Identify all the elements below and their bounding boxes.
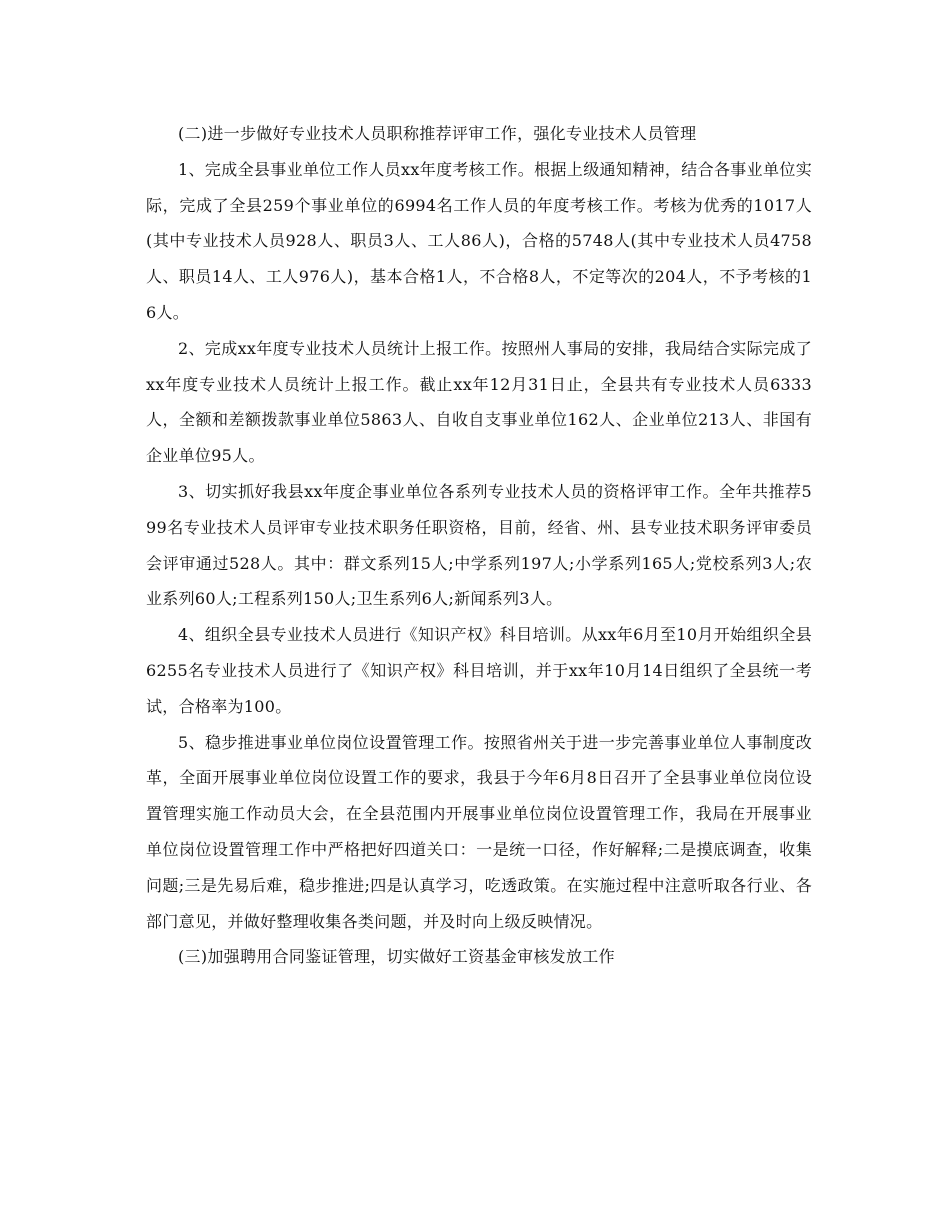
document-body [146, 116, 812, 975]
paragraph-post-setting: 5、稳步推进事业单位岗位设置管理工作。按照省州关于进一步完善事业单位人事制度改革，全面开展事业单位岗位设置工作的要求，我县于今年6月8日召开了全县事业单位岗位设置管理实施工作动员大会，在全县范围内开展事业单位岗位设置管理工作，我局在开展事业单位岗位设置管理工作中严格把好四道关口：一是统一口径，作好解释;二是摸底调查，收集问题;三是先易后难，稳步推进;四是认真学习，吃透政策。在实施过程中注意听取各行业、各部门意见，并做好整理收集各类问题，并及时向上级反映情况。 [146, 732, 812, 931]
section-heading-3: (三)加强聘用合同鉴证管理，切实做好工资基金审核发放工作 [178, 947, 615, 967]
paragraph-ip-training: 4、组织全县专业技术人员进行《知识产权》科目培训。从xx年6月至10月开始组织全县6255名专业技术人员进行了《知识产权》科目培训，并于xx年10月14日组织了全县统一考试，合格率为100。 [146, 625, 812, 716]
section-heading-2: (二)进一步做好专业技术人员职称推荐评审工作，强化专业技术人员管理 [178, 124, 697, 143]
paragraph-qualification-review: 3、切实抓好我县xx年度企事业单位各系列专业技术人员的资格评审工作。全年共推荐599名专业技术人员评审专业技术职务任职资格，目前，经省、州、县专业技术职务评审委员会评审通过528人。其中：群文系列15人;中学系列197人;小学系列165人;党校系列3人;农业系列60人;工程系列150人;卫生系列6人;新闻系列3人。 [146, 481, 812, 609]
paragraph-annual-assessment: 1、完成全县事业单位工作人员xx年度考核工作。根据上级通知精神，结合各事业单位实际，完成了全县259个事业单位的6994名工作人员的年度考核工作。考核为优秀的1017人(其中专业技术人员928人、职员3人、工人86人)，合格的5748人(其中专业技术人员4758人、职员14人、工人976人)，基本合格1人，不合格8人，不定等次的204人，不予考核的16人。 [146, 159, 812, 322]
paragraph-statistics-report: 2、完成xx年度专业技术人员统计上报工作。按照州人事局的安排，我局结合实际完成了xx年度专业技术人员统计上报工作。截止xx年12月31日止，全县共有专业技术人员6333人，全额和差额拨款事业单位5863人、自收自支事业单位162人、企业单位213人、非国有企业单位95人。 [146, 338, 812, 466]
